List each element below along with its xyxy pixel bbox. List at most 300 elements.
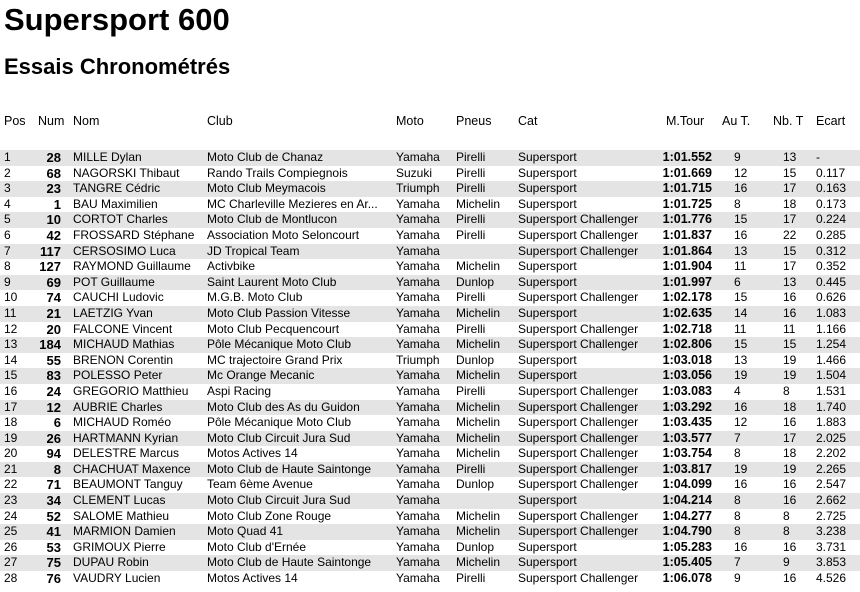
- table-row: [0, 337, 860, 353]
- cell-num: 75: [46, 555, 61, 571]
- cell-club: Pôle Mécanique Moto Club: [207, 415, 352, 430]
- cell-ecart: 2.265: [816, 461, 847, 476]
- cell-nom: CAUCHI Ludovic: [73, 290, 164, 305]
- cell-tour: 1:06.078: [662, 571, 712, 586]
- cell-nb-t: 16: [783, 477, 797, 492]
- cell-pneus: Pirelli: [456, 383, 486, 398]
- table-row: [0, 462, 860, 478]
- cell-num: 20: [46, 321, 61, 337]
- cell-ecart: 1.254: [816, 337, 847, 352]
- cell-tour: 1:03.018: [662, 352, 712, 367]
- cell-club: Moto Club d'Ernée: [207, 539, 307, 554]
- cell-moto: Yamaha: [396, 290, 440, 305]
- cell-club: Moto Club de Chanaz: [207, 150, 324, 164]
- table-row: [0, 446, 860, 462]
- cell-au-t: 9: [734, 150, 741, 164]
- cell-club: Team 6ème Avenue: [207, 477, 313, 492]
- cell-pneus: Michelin: [456, 508, 501, 523]
- cell-nb-t: 13: [783, 150, 797, 164]
- cell-pneus: Pirelli: [456, 461, 486, 476]
- cell-pneus: Michelin: [456, 555, 501, 570]
- cell-ecart: 0.445: [816, 274, 847, 289]
- cell-au-t: 11: [734, 321, 747, 336]
- cell-ecart: 0.224: [816, 212, 847, 227]
- table-row: [0, 400, 860, 416]
- cell-ecart: 0.163: [816, 181, 847, 196]
- cell-nom: DUPAU Robin: [73, 555, 149, 570]
- cell-nom: POT Guillaume: [73, 274, 155, 289]
- cell-tour: 1:01.837: [662, 227, 712, 242]
- cell-pos: 13: [4, 337, 18, 352]
- cell-au-t: 7: [734, 430, 741, 445]
- cell-nom: SALOME Mathieu: [73, 508, 170, 523]
- header-club: Club: [207, 114, 233, 128]
- cell-moto: Yamaha: [396, 461, 440, 476]
- cell-club: Saint Laurent Moto Club: [207, 274, 337, 289]
- cell-au-t: 6: [734, 274, 741, 289]
- table-header: [0, 113, 860, 129]
- table-row: [0, 322, 860, 338]
- table-row: [0, 368, 860, 384]
- cell-club: Moto Club Meymacois: [207, 181, 326, 196]
- cell-au-t: 19: [734, 461, 748, 476]
- cell-cat: Supersport: [518, 181, 577, 196]
- cell-pos: 11: [4, 305, 17, 320]
- cell-au-t: 19: [734, 368, 748, 383]
- cell-moto: Yamaha: [396, 539, 440, 554]
- table-row: [0, 477, 860, 493]
- cell-pneus: Michelin: [456, 305, 501, 320]
- cell-nom: CHACHUAT Maxence: [73, 461, 191, 476]
- cell-nom: MICHAUD Roméo: [73, 415, 172, 430]
- cell-nb-t: 15: [783, 337, 797, 352]
- table-row: [0, 197, 860, 213]
- results-table: [0, 150, 860, 587]
- cell-club: Mc Orange Mecanic: [207, 368, 315, 383]
- cell-au-t: 15: [734, 290, 748, 305]
- cell-ecart: -: [816, 150, 820, 164]
- cell-moto: Yamaha: [396, 508, 440, 523]
- cell-cat: Supersport Challenger: [518, 321, 639, 336]
- cell-cat: Supersport Challenger: [518, 243, 639, 258]
- cell-nb-t: 9: [783, 555, 790, 570]
- cell-cat: Supersport: [518, 539, 577, 554]
- cell-pneus: Dunlop: [456, 477, 495, 492]
- header-nom: Nom: [73, 114, 100, 128]
- cell-moto: Triumph: [396, 181, 440, 196]
- cell-nb-t: 16: [783, 415, 797, 430]
- table-row: [0, 540, 860, 556]
- cell-pneus: Michelin: [456, 415, 501, 430]
- cell-moto: Yamaha: [396, 305, 440, 320]
- cell-pos: 22: [4, 477, 18, 492]
- cell-pneus: Michelin: [456, 259, 501, 274]
- cell-nb-t: 11: [783, 321, 796, 336]
- cell-moto: Yamaha: [396, 150, 440, 164]
- cell-moto: Suzuki: [396, 165, 433, 180]
- cell-au-t: 4: [734, 383, 741, 398]
- cell-pos: 1: [4, 150, 11, 164]
- cell-num: 28: [46, 150, 61, 165]
- cell-moto: Yamaha: [396, 212, 440, 227]
- cell-ecart: 0.312: [816, 243, 847, 258]
- cell-nom: BAU Maximilien: [73, 196, 158, 211]
- table-row: [0, 571, 860, 587]
- cell-moto: Yamaha: [396, 196, 440, 211]
- cell-nb-t: 22: [783, 227, 797, 242]
- cell-moto: Yamaha: [396, 493, 440, 508]
- cell-nom: GRIMOUX Pierre: [73, 539, 166, 554]
- cell-au-t: 16: [734, 539, 748, 554]
- cell-tour: 1:02.178: [662, 290, 712, 305]
- cell-num: 53: [46, 539, 61, 555]
- cell-tour: 1:03.056: [662, 368, 712, 383]
- cell-nb-t: 18: [783, 399, 797, 414]
- cell-tour: 1:03.577: [662, 430, 712, 445]
- cell-moto: Triumph: [396, 352, 440, 367]
- cell-au-t: 16: [734, 181, 748, 196]
- cell-cat: Supersport Challenger: [518, 212, 639, 227]
- cell-club: Moto Club Pecquencourt: [207, 321, 340, 336]
- cell-tour: 1:01.864: [662, 243, 712, 258]
- cell-pos: 2: [4, 165, 11, 180]
- cell-tour: 1:01.669: [662, 165, 712, 180]
- cell-au-t: 8: [734, 196, 741, 211]
- cell-cat: Supersport Challenger: [518, 571, 639, 586]
- cell-pneus: Michelin: [456, 368, 501, 383]
- cell-tour: 1:01.552: [662, 150, 712, 164]
- cell-nom: VAUDRY Lucien: [73, 571, 161, 586]
- cell-cat: Supersport: [518, 555, 577, 570]
- cell-nom: BRENON Corentin: [73, 352, 174, 367]
- cell-pos: 17: [4, 399, 18, 414]
- cell-moto: Yamaha: [396, 477, 440, 492]
- cell-ecart: 0.626: [816, 290, 847, 305]
- cell-nb-t: 13: [783, 274, 797, 289]
- cell-num: 71: [46, 477, 61, 493]
- cell-nb-t: 18: [783, 196, 797, 211]
- cell-pneus: Michelin: [456, 524, 501, 539]
- cell-au-t: 16: [734, 477, 748, 492]
- cell-num: 94: [46, 446, 61, 462]
- table-row: [0, 431, 860, 447]
- table-row: [0, 384, 860, 400]
- cell-nom: MARMION Damien: [73, 524, 176, 539]
- table-row: [0, 228, 860, 244]
- cell-num: 68: [46, 165, 61, 181]
- cell-cat: Supersport: [518, 352, 577, 367]
- cell-club: Activbike: [207, 259, 256, 274]
- cell-moto: Yamaha: [396, 555, 440, 570]
- cell-pos: 24: [4, 508, 18, 523]
- cell-pos: 10: [4, 290, 18, 305]
- cell-moto: Yamaha: [396, 274, 440, 289]
- cell-au-t: 13: [734, 352, 748, 367]
- cell-au-t: 12: [734, 165, 748, 180]
- cell-cat: Supersport Challenger: [518, 446, 639, 461]
- cell-tour: 1:03.083: [662, 383, 712, 398]
- header-ecart: Ecart: [816, 114, 846, 128]
- cell-moto: Yamaha: [396, 337, 440, 352]
- cell-tour: 1:03.817: [662, 461, 712, 476]
- cell-pos: 23: [4, 493, 18, 508]
- cell-pos: 3: [4, 181, 11, 196]
- cell-num: 74: [46, 290, 61, 306]
- cell-tour: 1:05.405: [662, 555, 712, 570]
- cell-au-t: 9: [734, 571, 741, 586]
- table-row: [0, 306, 860, 322]
- cell-moto: Yamaha: [396, 383, 440, 398]
- cell-pos: 18: [4, 415, 18, 430]
- cell-cat: Supersport Challenger: [518, 461, 639, 476]
- cell-ecart: 2.662: [816, 493, 847, 508]
- cell-pneus: Michelin: [456, 337, 501, 352]
- cell-au-t: 11: [734, 259, 747, 274]
- table-row: [0, 524, 860, 540]
- cell-pos: 16: [4, 383, 18, 398]
- cell-au-t: 8: [734, 446, 741, 461]
- cell-tour: 1:04.277: [662, 508, 712, 523]
- cell-pos: 20: [4, 446, 18, 461]
- cell-au-t: 8: [734, 524, 741, 539]
- cell-nb-t: 8: [783, 524, 790, 539]
- page-subtitle: Essais Chronométrés: [4, 54, 231, 79]
- cell-cat: Supersport Challenger: [518, 383, 639, 398]
- cell-pos: 21: [4, 461, 18, 476]
- cell-club: JD Tropical Team: [207, 243, 300, 258]
- cell-cat: Supersport: [518, 165, 577, 180]
- cell-ecart: 1.166: [816, 321, 847, 336]
- cell-au-t: 13: [734, 243, 748, 258]
- cell-nom: NAGORSKI Thibaut: [73, 165, 180, 180]
- cell-num: 6: [53, 415, 61, 431]
- cell-moto: Yamaha: [396, 259, 440, 274]
- cell-club: Moto Club de Haute Saintonge: [207, 461, 372, 476]
- cell-nb-t: 15: [783, 165, 797, 180]
- cell-nom: BEAUMONT Tanguy: [73, 477, 183, 492]
- cell-nb-t: 16: [783, 571, 797, 586]
- cell-club: Motos Actives 14: [207, 571, 298, 586]
- cell-ecart: 1.883: [816, 415, 847, 430]
- cell-moto: Yamaha: [396, 321, 440, 336]
- cell-num: 26: [46, 430, 61, 446]
- cell-num: 41: [46, 524, 61, 540]
- cell-tour: 1:01.904: [662, 259, 712, 274]
- cell-au-t: 15: [734, 212, 748, 227]
- cell-nom: MICHAUD Mathias: [73, 337, 175, 352]
- cell-cat: Supersport: [518, 305, 577, 320]
- cell-cat: Supersport: [518, 150, 577, 164]
- table-row: [0, 353, 860, 369]
- cell-pneus: Michelin: [456, 430, 501, 445]
- cell-num: 42: [46, 227, 61, 243]
- cell-nom: CERSOSIMO Luca: [73, 243, 176, 258]
- cell-moto: Yamaha: [396, 399, 440, 414]
- cell-au-t: 8: [734, 508, 741, 523]
- cell-nom: CLEMENT Lucas: [73, 493, 166, 508]
- cell-num: 117: [40, 243, 61, 259]
- cell-pneus: Dunlop: [456, 539, 495, 554]
- cell-cat: Supersport: [518, 274, 577, 289]
- cell-num: 127: [39, 259, 61, 275]
- cell-pneus: Pirelli: [456, 181, 486, 196]
- cell-tour: 1:01.776: [662, 212, 712, 227]
- cell-au-t: 12: [734, 415, 748, 430]
- cell-cat: Supersport Challenger: [518, 524, 639, 539]
- table-row: [0, 275, 860, 291]
- cell-au-t: 16: [734, 227, 748, 242]
- cell-num: 184: [39, 337, 61, 353]
- table-row: [0, 290, 860, 306]
- cell-club: Aspi Racing: [207, 383, 272, 398]
- cell-num: 24: [46, 383, 61, 399]
- header-tour: M.Tour: [666, 114, 705, 128]
- cell-ecart: 1.504: [816, 368, 847, 383]
- cell-pos: 7: [4, 243, 11, 258]
- cell-tour: 1:05.283: [662, 539, 712, 554]
- cell-pneus: Michelin: [456, 399, 501, 414]
- cell-club: M.G.B. Moto Club: [207, 290, 303, 305]
- cell-pos: 14: [4, 352, 18, 367]
- cell-pos: 25: [4, 524, 18, 539]
- cell-pos: 19: [4, 430, 18, 445]
- table-row: [0, 259, 860, 275]
- cell-ecart: 0.173: [816, 196, 847, 211]
- cell-nb-t: 17: [783, 259, 797, 274]
- cell-ecart: 3.731: [816, 539, 847, 554]
- cell-ecart: 0.352: [816, 259, 847, 274]
- cell-tour: 1:02.718: [662, 321, 712, 336]
- cell-num: 83: [46, 368, 61, 384]
- cell-club: Rando Trails Compiegnois: [207, 165, 348, 180]
- cell-ecart: 1.740: [816, 399, 847, 414]
- header-au-t: Au T.: [722, 114, 751, 128]
- cell-ecart: 4.526: [816, 571, 847, 586]
- cell-ecart: 2.025: [816, 430, 847, 445]
- cell-club: Motos Actives 14: [207, 446, 298, 461]
- cell-nb-t: 19: [783, 461, 797, 476]
- cell-tour: 1:04.099: [662, 477, 712, 492]
- table-row: [0, 181, 860, 197]
- cell-num: 12: [46, 399, 61, 415]
- cell-pos: 28: [4, 571, 18, 586]
- header-nb-t: Nb. T: [773, 114, 804, 128]
- cell-au-t: 14: [734, 305, 748, 320]
- cell-club: Moto Club Zone Rouge: [207, 508, 332, 523]
- table-row: [0, 415, 860, 431]
- cell-moto: Yamaha: [396, 368, 440, 383]
- cell-ecart: 0.285: [816, 227, 847, 242]
- cell-moto: Yamaha: [396, 243, 440, 258]
- header-pneus: Pneus: [456, 114, 492, 128]
- cell-nb-t: 8: [783, 508, 790, 523]
- cell-club: MC trajectoire Grand Prix: [207, 352, 343, 367]
- cell-pos: 4: [4, 196, 11, 211]
- cell-nom: POLESSO Peter: [73, 368, 163, 383]
- cell-pos: 26: [4, 539, 18, 554]
- cell-club: Association Moto Seloncourt: [207, 227, 360, 242]
- cell-club: Moto Club Circuit Jura Sud: [207, 493, 351, 508]
- cell-club: Moto Quad 41: [207, 524, 284, 539]
- cell-moto: Yamaha: [396, 524, 440, 539]
- cell-cat: Supersport Challenger: [518, 477, 639, 492]
- cell-num: 55: [46, 352, 61, 368]
- cell-nb-t: 16: [783, 290, 797, 305]
- table-row: [0, 244, 860, 260]
- cell-nb-t: 15: [783, 243, 797, 258]
- cell-nom: MILLE Dylan: [73, 150, 142, 164]
- header-num: Num: [38, 114, 65, 128]
- cell-moto: Yamaha: [396, 227, 440, 242]
- cell-au-t: 7: [734, 555, 741, 570]
- cell-pneus: Pirelli: [456, 290, 486, 305]
- cell-moto: Yamaha: [396, 446, 440, 461]
- cell-cat: Supersport Challenger: [518, 227, 639, 242]
- cell-pos: 12: [4, 321, 18, 336]
- cell-pneus: Pirelli: [456, 321, 486, 336]
- cell-pos: 8: [4, 259, 11, 274]
- cell-nb-t: 19: [783, 352, 797, 367]
- cell-nom: FALCONE Vincent: [73, 321, 173, 336]
- cell-nb-t: 17: [783, 181, 797, 196]
- cell-nom: CORTOT Charles: [73, 212, 168, 227]
- header-moto: Moto: [396, 114, 424, 128]
- cell-nom: TANGRE Cédric: [73, 181, 161, 196]
- cell-nb-t: 16: [783, 493, 797, 508]
- cell-nb-t: 8: [783, 383, 790, 398]
- cell-cat: Supersport Challenger: [518, 399, 639, 414]
- cell-club: Moto Club de Haute Saintonge: [207, 555, 372, 570]
- table-row: [0, 509, 860, 525]
- header-pos: Pos: [4, 114, 26, 128]
- cell-ecart: 2.725: [816, 508, 847, 523]
- cell-cat: Supersport: [518, 196, 577, 211]
- cell-pos: 5: [4, 212, 11, 227]
- cell-pos: 27: [4, 555, 18, 570]
- cell-nom: LAETZIG Yvan: [73, 305, 153, 320]
- table-row: [0, 493, 860, 509]
- cell-nom: DELESTRE Marcus: [73, 446, 180, 461]
- table-row: [0, 166, 860, 182]
- cell-nb-t: 16: [783, 539, 797, 554]
- cell-cat: Supersport Challenger: [518, 508, 639, 523]
- cell-nb-t: 19: [783, 368, 797, 383]
- cell-num: 52: [46, 508, 61, 524]
- cell-tour: 1:01.725: [662, 196, 712, 211]
- cell-au-t: 8: [734, 493, 741, 508]
- cell-tour: 1:04.214: [662, 493, 712, 508]
- cell-pneus: Pirelli: [456, 571, 486, 586]
- cell-tour: 1:03.292: [662, 399, 712, 414]
- cell-cat: Supersport Challenger: [518, 415, 639, 430]
- cell-num: 34: [46, 493, 61, 509]
- cell-nb-t: 17: [783, 212, 797, 227]
- cell-tour: 1:03.435: [662, 415, 712, 430]
- cell-ecart: 1.531: [816, 383, 847, 398]
- cell-cat: Supersport: [518, 493, 577, 508]
- table-row: [0, 212, 860, 228]
- cell-club: MC Charleville Mezieres en Ar...: [207, 196, 378, 211]
- cell-pneus: Pirelli: [456, 165, 486, 180]
- cell-ecart: 2.547: [816, 477, 847, 492]
- cell-ecart: 3.853: [816, 555, 847, 570]
- cell-pos: 6: [4, 227, 11, 242]
- cell-nb-t: 16: [783, 305, 797, 320]
- cell-num: 23: [46, 181, 61, 197]
- cell-club: Pôle Mécanique Moto Club: [207, 337, 352, 352]
- cell-nom: FROSSARD Stéphane: [73, 227, 195, 242]
- cell-cat: Supersport Challenger: [518, 290, 639, 305]
